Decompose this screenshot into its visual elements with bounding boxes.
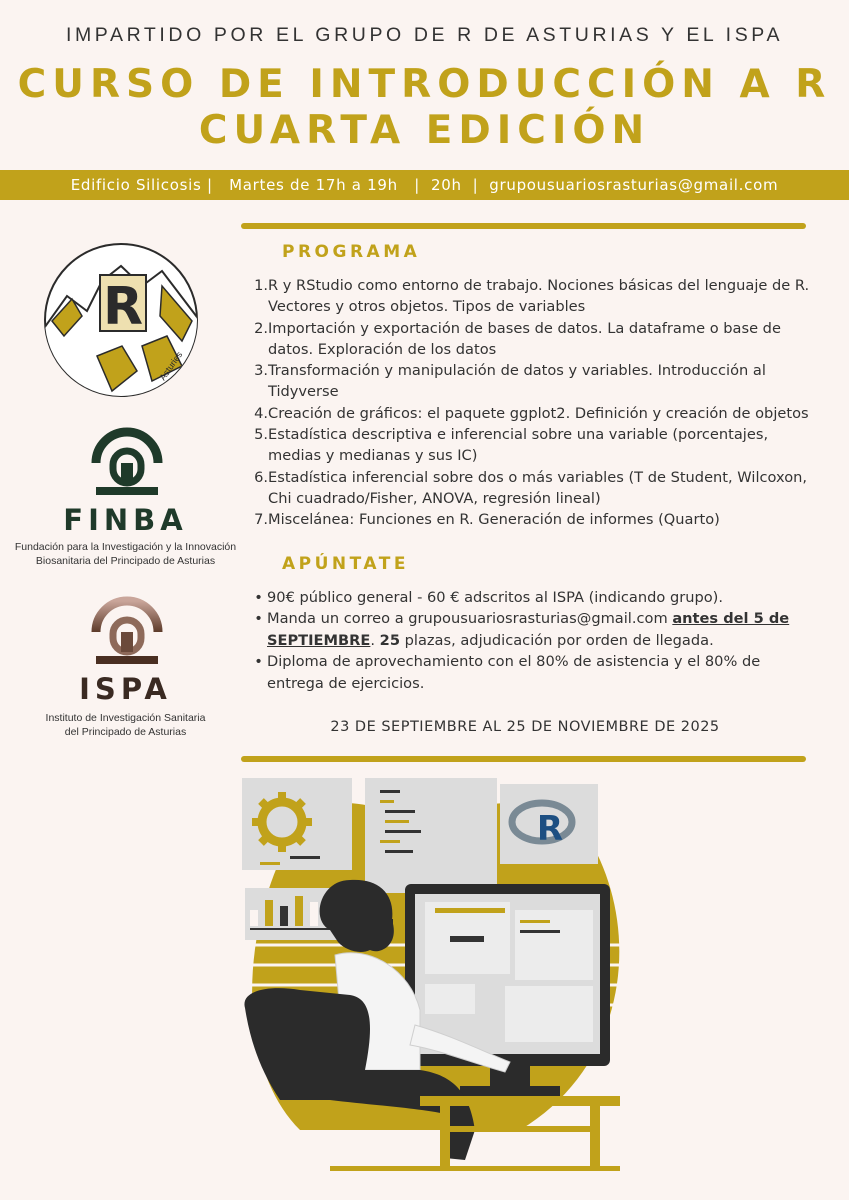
- finba-description: Fundación para la Investigación y la Innovación Biosanitaria del Principado de Asturias: [14, 541, 237, 567]
- list-item: 4. Creación de gráficos: el paquete ggplot2. Definición y creación de objetos: [254, 404, 809, 422]
- programa-list: [253, 275, 813, 531]
- ispa-description: Instituto de Investigación Sanitaria del Principado de Asturias: [45, 712, 206, 738]
- list-item: 2. Importación y exportación de bases de datos. La dataframe o base de datos. Exploración de los datos: [254, 319, 781, 358]
- finba-emblem-icon: [88, 425, 166, 497]
- ispa-emblem-icon: [88, 592, 166, 668]
- info-band: [0, 170, 849, 200]
- list-item: 6. Estadística inferencial sobre dos o más variables (T de Student, Wilcoxon, Chi cuadrado/Fisher, ANOVA, regresión lineal): [254, 468, 808, 507]
- seats-count: 25: [379, 631, 400, 649]
- divider-bottom: [241, 756, 806, 762]
- apuntate-heading: APÚNTATE: [282, 554, 409, 574]
- kicker-line: IMPARTIDO POR EL GRUPO DE R DE ASTURIAS Y EL ISPA: [65, 24, 784, 46]
- divider-top: [241, 223, 806, 229]
- r-asturias-logo: [42, 241, 200, 399]
- list-item: 3. Transformación y manipulación de datos y variables. Introducción al Tidyverse: [254, 362, 766, 401]
- info-band-text: Edificio Silicosis | Martes de 17h a 19h | 20h | grupousuariosrasturias@gmail.com: [70, 176, 779, 194]
- list-item: 1. R y RStudio como entorno de trabajo. Nociones básicas del lenguaje de R. Vectores y otros objetos. Tipos de variables: [254, 277, 810, 316]
- list-item: 7. Miscelánea: Funciones en R. Generación de informes (Quarto): [254, 511, 720, 529]
- programa-heading: PROGRAMA: [282, 242, 421, 262]
- apuntate-list: [250, 587, 810, 694]
- page-title-line1: CURSO DE INTRODUCCIÓN A R: [17, 62, 832, 107]
- ispa-name: ISPA: [79, 672, 172, 706]
- r-letter: R: [102, 277, 144, 337]
- r-logo-letter: R: [536, 809, 564, 849]
- finba-name: FINBA: [63, 503, 188, 537]
- list-item: • Diploma de aprovechamiento con el 80% de asistencia y el 80% de entrega de ejercicios.: [254, 653, 761, 692]
- page-title-line2: CUARTA EDICIÓN: [198, 108, 651, 153]
- list-item: • 90€ público general - 60 € adscritos al ISPA (indicando grupo).: [254, 589, 723, 606]
- list-item: • Manda un correo a grupousuariosrasturias@gmail.com antes del 5 de SEPTIEMBRE. 25 plazas, adjudicación por orden de llegada.: [254, 610, 790, 649]
- deadline-text: antes del 5 de SEPTIEMBRE: [267, 610, 790, 649]
- course-dates: 23 DE SEPTIEMBRE AL 25 DE NOVIEMBRE DE 2025: [330, 719, 720, 735]
- asturies-caption: Asturies: [157, 349, 185, 383]
- list-item: 5. Estadística descriptiva e inferencial sobre una variable (porcentajes, medias y medianas y sus IC): [254, 426, 769, 465]
- illustration: [220, 770, 640, 1175]
